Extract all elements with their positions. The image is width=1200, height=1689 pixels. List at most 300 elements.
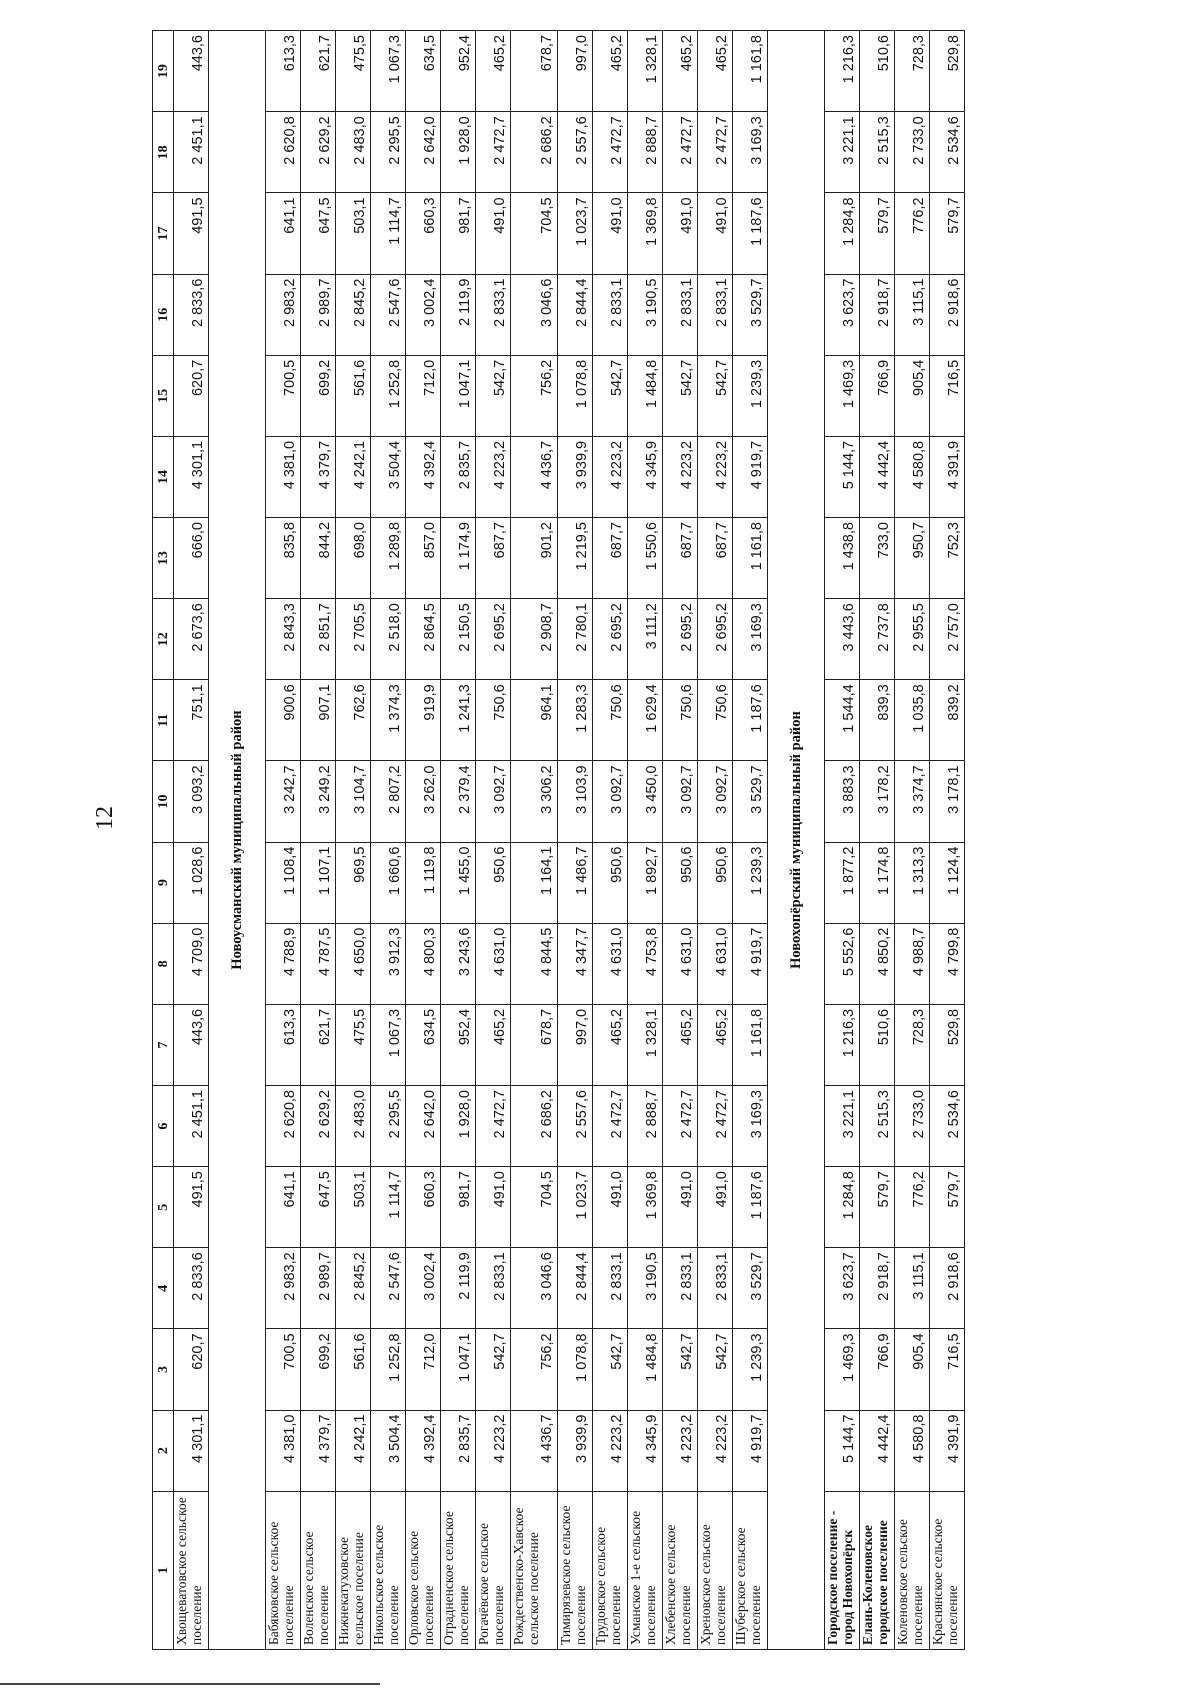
value-cell: 620,7 (174, 355, 209, 436)
value-cell: 660,3 (406, 1167, 441, 1248)
value-cell: 2 918,6 (930, 274, 965, 355)
value-cell: 839,3 (860, 680, 895, 761)
value-cell: 3 221,1 (825, 112, 860, 193)
value-cell: 4 223,2 (698, 436, 733, 517)
value-cell: 1 174,9 (441, 518, 476, 599)
value-cell: 704,5 (511, 1167, 558, 1248)
value-cell: 839,2 (930, 680, 965, 761)
value-cell: 776,2 (895, 1167, 930, 1248)
value-cell: 2 451,1 (174, 1086, 209, 1167)
value-cell: 1 289,8 (371, 518, 406, 599)
table-row (825, 31, 860, 1650)
value-cell: 621,7 (301, 31, 336, 112)
value-cell: 542,7 (593, 1329, 628, 1410)
value-cell: 4 391,9 (930, 1410, 965, 1491)
value-cell: 687,7 (476, 518, 511, 599)
value-cell: 4 392,4 (406, 436, 441, 517)
value-cell: 4 223,2 (593, 1410, 628, 1491)
value-cell: 687,7 (663, 518, 698, 599)
value-cell: 2 807,2 (371, 761, 406, 842)
value-cell: 950,6 (593, 842, 628, 923)
value-cell: 1 369,8 (628, 193, 663, 274)
value-cell: 1 252,8 (371, 1329, 406, 1410)
value-cell: 4 223,2 (663, 1410, 698, 1491)
value-cell: 2 642,0 (406, 112, 441, 193)
value-cell: 465,2 (663, 1004, 698, 1085)
value-cell: 3 190,5 (628, 1248, 663, 1329)
value-cell: 491,0 (663, 193, 698, 274)
section-row (209, 31, 266, 1650)
data-table (152, 30, 965, 1650)
value-cell: 964,1 (511, 680, 558, 761)
value-cell: 1 023,7 (558, 193, 593, 274)
value-cell: 1 174,8 (860, 842, 895, 923)
value-cell: 678,7 (511, 31, 558, 112)
value-cell: 750,6 (593, 680, 628, 761)
value-cell: 1 469,3 (825, 355, 860, 436)
value-cell: 2 472,7 (593, 112, 628, 193)
value-cell: 1 114,7 (371, 193, 406, 274)
value-cell: 4 631,0 (663, 923, 698, 1004)
value-cell: 4 242,1 (336, 436, 371, 517)
value-cell: 1 455,0 (441, 842, 476, 923)
value-cell: 2 733,0 (895, 1086, 930, 1167)
value-cell: 950,6 (698, 842, 733, 923)
value-cell: 3 093,2 (174, 761, 209, 842)
value-cell: 3 912,3 (371, 923, 406, 1004)
value-cell: 2 472,7 (476, 1086, 511, 1167)
value-cell: 542,7 (476, 355, 511, 436)
value-cell: 666,0 (174, 518, 209, 599)
value-cell: 4 381,0 (266, 1410, 301, 1491)
value-cell: 3 443,6 (825, 599, 860, 680)
value-cell: 3 883,3 (825, 761, 860, 842)
value-cell: 1 067,3 (371, 31, 406, 112)
value-cell: 1 035,8 (895, 680, 930, 761)
value-cell: 3 939,9 (558, 1410, 593, 1491)
value-cell: 4 631,0 (476, 923, 511, 1004)
value-cell: 1 369,8 (628, 1167, 663, 1248)
value-cell: 1 107,1 (301, 842, 336, 923)
column-header-9: 9 (153, 842, 174, 923)
value-cell: 542,7 (698, 355, 733, 436)
value-cell: 919,9 (406, 680, 441, 761)
value-cell: 5 552,6 (825, 923, 860, 1004)
value-cell: 2 515,3 (860, 1086, 895, 1167)
value-cell: 529,8 (930, 1004, 965, 1085)
value-cell: 751,1 (174, 680, 209, 761)
value-cell: 1 544,4 (825, 680, 860, 761)
value-cell: 2 119,9 (441, 274, 476, 355)
value-cell: 3 623,7 (825, 1248, 860, 1329)
table-row (663, 31, 698, 1650)
settlement-name: Хлебенское сельское поселение (663, 1491, 698, 1649)
value-cell: 1 078,8 (558, 355, 593, 436)
value-cell: 579,7 (930, 193, 965, 274)
value-cell: 2 119,9 (441, 1248, 476, 1329)
column-header-8: 8 (153, 923, 174, 1004)
value-cell: 728,3 (895, 1004, 930, 1085)
value-cell: 997,0 (558, 1004, 593, 1085)
value-cell: 2 780,1 (558, 599, 593, 680)
value-cell: 4 345,9 (628, 436, 663, 517)
value-cell: 950,7 (895, 518, 930, 599)
value-cell: 857,0 (406, 518, 441, 599)
table-row (511, 31, 558, 1650)
settlement-name: Рождественско-Хавское сельское поселение (511, 1491, 558, 1649)
settlement-name: Рогачёвское сельское поселение (476, 1491, 511, 1649)
value-cell: 491,5 (174, 1167, 209, 1248)
column-header-6: 6 (153, 1086, 174, 1167)
value-cell: 3 104,7 (336, 761, 371, 842)
value-cell: 1 216,3 (825, 31, 860, 112)
table-row (441, 31, 476, 1650)
table-row (860, 31, 895, 1650)
value-cell: 997,0 (558, 31, 593, 112)
section-title: Новоусманский муниципальный район (209, 31, 266, 1650)
value-cell: 2 451,1 (174, 112, 209, 193)
settlement-name: Хвощеватовское сельское поселение (174, 1491, 209, 1649)
value-cell: 503,1 (336, 193, 371, 274)
value-cell: 4 787,5 (301, 923, 336, 1004)
table-row (930, 31, 965, 1650)
value-cell: 1 928,0 (441, 112, 476, 193)
value-cell: 465,2 (593, 1004, 628, 1085)
column-header-5: 5 (153, 1167, 174, 1248)
settlement-name: Хреновское сельское поселение (698, 1491, 733, 1649)
value-cell: 491,0 (698, 1167, 733, 1248)
table-row (593, 31, 628, 1650)
value-cell: 1 283,3 (558, 680, 593, 761)
value-cell: 766,9 (860, 1329, 895, 1410)
value-cell: 2 629,2 (301, 1086, 336, 1167)
value-cell: 3 169,3 (733, 112, 768, 193)
column-header-1: 1 (153, 1491, 174, 1649)
value-cell: 1 187,6 (733, 1167, 768, 1248)
value-cell: 1 239,3 (733, 842, 768, 923)
value-cell: 3 002,4 (406, 274, 441, 355)
value-cell: 579,7 (930, 1167, 965, 1248)
column-header-19: 19 (153, 31, 174, 112)
table-row (733, 31, 768, 1650)
column-header-18: 18 (153, 112, 174, 193)
table-row (558, 31, 593, 1650)
value-cell: 2 472,7 (698, 112, 733, 193)
value-cell: 3 504,4 (371, 436, 406, 517)
value-cell: 4 223,2 (663, 436, 698, 517)
value-cell: 1 047,1 (441, 355, 476, 436)
value-cell: 2 686,2 (511, 112, 558, 193)
value-cell: 901,2 (511, 518, 558, 599)
settlement-name: Шуберское сельское поселение (733, 1491, 768, 1649)
value-cell: 3 092,7 (698, 761, 733, 842)
column-header-12: 12 (153, 599, 174, 680)
value-cell: 660,3 (406, 193, 441, 274)
value-cell: 4 580,8 (895, 436, 930, 517)
value-cell: 700,5 (266, 355, 301, 436)
value-cell: 2 833,1 (663, 1248, 698, 1329)
value-cell: 510,6 (860, 31, 895, 112)
value-cell: 475,5 (336, 31, 371, 112)
value-cell: 1 114,7 (371, 1167, 406, 1248)
value-cell: 1 328,1 (628, 1004, 663, 1085)
value-cell: 2 483,0 (336, 112, 371, 193)
value-cell: 699,2 (301, 355, 336, 436)
value-cell: 762,6 (336, 680, 371, 761)
value-cell: 579,7 (860, 193, 895, 274)
value-cell: 5 144,7 (825, 1410, 860, 1491)
value-cell: 1 486,7 (558, 842, 593, 923)
value-cell: 641,1 (266, 193, 301, 274)
value-cell: 4 242,1 (336, 1410, 371, 1491)
value-cell: 2 695,2 (698, 599, 733, 680)
value-cell: 2 918,6 (930, 1248, 965, 1329)
value-cell: 712,0 (406, 1329, 441, 1410)
value-cell: 1 877,2 (825, 842, 860, 923)
table-row (476, 31, 511, 1650)
value-cell: 542,7 (476, 1329, 511, 1410)
value-cell: 465,2 (476, 31, 511, 112)
table-row (336, 31, 371, 1650)
value-cell: 766,9 (860, 355, 895, 436)
value-cell: 561,6 (336, 355, 371, 436)
value-cell: 3 249,2 (301, 761, 336, 842)
value-cell: 4 223,2 (698, 1410, 733, 1491)
value-cell: 1 119,8 (406, 842, 441, 923)
value-cell: 2 983,2 (266, 274, 301, 355)
value-cell: 4 919,7 (733, 436, 768, 517)
value-cell: 716,5 (930, 355, 965, 436)
value-cell: 3 046,6 (511, 274, 558, 355)
column-header-10: 10 (153, 761, 174, 842)
value-cell: 4 301,1 (174, 1410, 209, 1491)
value-cell: 4 580,8 (895, 1410, 930, 1491)
value-cell: 3 529,7 (733, 761, 768, 842)
value-cell: 475,5 (336, 1004, 371, 1085)
value-cell: 1 164,1 (511, 842, 558, 923)
value-cell: 4 844,5 (511, 923, 558, 1004)
value-cell: 443,6 (174, 31, 209, 112)
value-cell: 981,7 (441, 193, 476, 274)
value-cell: 2 888,7 (628, 1086, 663, 1167)
value-cell: 2 851,7 (301, 599, 336, 680)
settlement-name: Трудовское сельское поселение (593, 1491, 628, 1649)
value-cell: 750,6 (476, 680, 511, 761)
column-header-13: 13 (153, 518, 174, 599)
settlement-name: Никольское сельское поселение (371, 1491, 406, 1649)
value-cell: 2 918,7 (860, 274, 895, 355)
value-cell: 1 187,6 (733, 680, 768, 761)
value-cell: 1 187,6 (733, 193, 768, 274)
value-cell: 1 161,8 (733, 1004, 768, 1085)
value-cell: 491,0 (476, 1167, 511, 1248)
value-cell: 752,3 (930, 518, 965, 599)
value-cell: 3 046,6 (511, 1248, 558, 1329)
value-cell: 2 695,2 (593, 599, 628, 680)
settlement-name: Коленовское сельское поселение (895, 1491, 930, 1649)
value-cell: 1 892,7 (628, 842, 663, 923)
value-cell: 4 442,4 (860, 436, 895, 517)
value-cell: 2 845,2 (336, 1248, 371, 1329)
value-cell: 2 844,4 (558, 274, 593, 355)
value-cell: 2 379,4 (441, 761, 476, 842)
value-cell: 2 918,7 (860, 1248, 895, 1329)
value-cell: 4 436,7 (511, 1410, 558, 1491)
value-cell: 4 392,4 (406, 1410, 441, 1491)
value-cell: 491,0 (593, 1167, 628, 1248)
value-cell: 613,3 (266, 31, 301, 112)
value-cell: 1 313,3 (895, 842, 930, 923)
column-header-4: 4 (153, 1248, 174, 1329)
value-cell: 1 078,8 (558, 1329, 593, 1410)
value-cell: 2 673,6 (174, 599, 209, 680)
value-cell: 3 092,7 (663, 761, 698, 842)
value-cell: 969,5 (336, 842, 371, 923)
value-cell: 4 442,4 (860, 1410, 895, 1491)
value-cell: 950,6 (476, 842, 511, 923)
value-cell: 2 733,0 (895, 112, 930, 193)
settlement-name: Елань-Коленовское городское поселение (860, 1491, 895, 1649)
value-cell: 1 239,3 (733, 355, 768, 436)
column-header-14: 14 (153, 436, 174, 517)
value-cell: 641,1 (266, 1167, 301, 1248)
value-cell: 2 620,8 (266, 1086, 301, 1167)
section-title: Новохопёрский муниципальный район (768, 31, 825, 1650)
value-cell: 4 850,2 (860, 923, 895, 1004)
value-cell: 2 295,5 (371, 112, 406, 193)
value-cell: 1 438,8 (825, 518, 860, 599)
value-cell: 2 835,7 (441, 1410, 476, 1491)
value-cell: 634,5 (406, 1004, 441, 1085)
value-cell: 2 686,2 (511, 1086, 558, 1167)
value-cell: 3 623,7 (825, 274, 860, 355)
value-cell: 2 835,7 (441, 436, 476, 517)
value-cell: 2 620,8 (266, 112, 301, 193)
table-header-row (153, 31, 174, 1650)
page-number: 12 (92, 806, 118, 830)
value-cell: 4 709,0 (174, 923, 209, 1004)
table-row (371, 31, 406, 1650)
value-cell: 2 534,6 (930, 112, 965, 193)
value-cell: 491,0 (593, 193, 628, 274)
value-cell: 700,5 (266, 1329, 301, 1410)
value-cell: 728,3 (895, 31, 930, 112)
settlement-name: Тимирязевское сельское поселение (558, 1491, 593, 1649)
value-cell: 756,2 (511, 1329, 558, 1410)
value-cell: 4 988,7 (895, 923, 930, 1004)
value-cell: 2 295,5 (371, 1086, 406, 1167)
value-cell: 1 067,3 (371, 1004, 406, 1085)
table-row (266, 31, 301, 1650)
value-cell: 443,6 (174, 1004, 209, 1085)
section-row (768, 31, 825, 1650)
value-cell: 4 379,7 (301, 436, 336, 517)
value-cell: 2 518,0 (371, 599, 406, 680)
value-cell: 2 534,6 (930, 1086, 965, 1167)
value-cell: 2 695,2 (476, 599, 511, 680)
value-cell: 2 833,1 (593, 1248, 628, 1329)
value-cell: 1 550,6 (628, 518, 663, 599)
value-cell: 2 833,1 (476, 274, 511, 355)
value-cell: 900,6 (266, 680, 301, 761)
settlement-name: Городское поселение - город Новохопёрск (825, 1491, 860, 1649)
value-cell: 4 788,9 (266, 923, 301, 1004)
value-cell: 3 115,1 (895, 274, 930, 355)
value-cell: 3 169,3 (733, 1086, 768, 1167)
value-cell: 716,5 (930, 1329, 965, 1410)
value-cell: 510,6 (860, 1004, 895, 1085)
value-cell: 3 092,7 (476, 761, 511, 842)
value-cell: 3 115,1 (895, 1248, 930, 1329)
table-body (174, 31, 965, 1650)
value-cell: 2 472,7 (663, 1086, 698, 1167)
value-cell: 3 374,7 (895, 761, 930, 842)
value-cell: 1 629,4 (628, 680, 663, 761)
value-cell: 835,8 (266, 518, 301, 599)
column-header-7: 7 (153, 1004, 174, 1085)
value-cell: 4 381,0 (266, 436, 301, 517)
value-cell: 3 939,9 (558, 436, 593, 517)
value-cell: 3 243,6 (441, 923, 476, 1004)
value-cell: 2 833,6 (174, 274, 209, 355)
column-header-11: 11 (153, 680, 174, 761)
value-cell: 952,4 (441, 1004, 476, 1085)
value-cell: 756,2 (511, 355, 558, 436)
value-cell: 1 161,8 (733, 518, 768, 599)
value-cell: 2 833,1 (663, 274, 698, 355)
value-cell: 712,0 (406, 355, 441, 436)
value-cell: 698,0 (336, 518, 371, 599)
value-cell: 1 469,3 (825, 1329, 860, 1410)
table-row (628, 31, 663, 1650)
value-cell: 4 379,7 (301, 1410, 336, 1491)
value-cell: 2 983,2 (266, 1248, 301, 1329)
value-cell: 3 504,4 (371, 1410, 406, 1491)
column-header-15: 15 (153, 355, 174, 436)
value-cell: 529,8 (930, 31, 965, 112)
value-cell: 687,7 (593, 518, 628, 599)
column-header-2: 2 (153, 1410, 174, 1491)
value-cell: 1 374,3 (371, 680, 406, 761)
value-cell: 1 484,8 (628, 355, 663, 436)
value-cell: 3 002,4 (406, 1248, 441, 1329)
value-cell: 491,0 (663, 1167, 698, 1248)
value-cell: 4 223,2 (593, 436, 628, 517)
value-cell: 3 450,0 (628, 761, 663, 842)
value-cell: 4 919,7 (733, 923, 768, 1004)
value-cell: 634,5 (406, 31, 441, 112)
value-cell: 2 955,5 (895, 599, 930, 680)
value-cell: 3 529,7 (733, 274, 768, 355)
value-cell: 3 306,2 (511, 761, 558, 842)
value-cell: 620,7 (174, 1329, 209, 1410)
value-cell: 1 328,1 (628, 31, 663, 112)
value-cell: 4 223,2 (476, 1410, 511, 1491)
value-cell: 3 169,3 (733, 599, 768, 680)
value-cell: 733,0 (860, 518, 895, 599)
value-cell: 2 472,7 (593, 1086, 628, 1167)
table-row (301, 31, 336, 1650)
table-row (406, 31, 441, 1650)
value-cell: 613,3 (266, 1004, 301, 1085)
value-cell: 3 178,2 (860, 761, 895, 842)
settlement-name: Воленское сельское поселение (301, 1491, 336, 1649)
value-cell: 1 660,6 (371, 842, 406, 923)
value-cell: 1 216,3 (825, 1004, 860, 1085)
value-cell: 2 833,6 (174, 1248, 209, 1329)
value-cell: 3 178,1 (930, 761, 965, 842)
column-header-16: 16 (153, 274, 174, 355)
